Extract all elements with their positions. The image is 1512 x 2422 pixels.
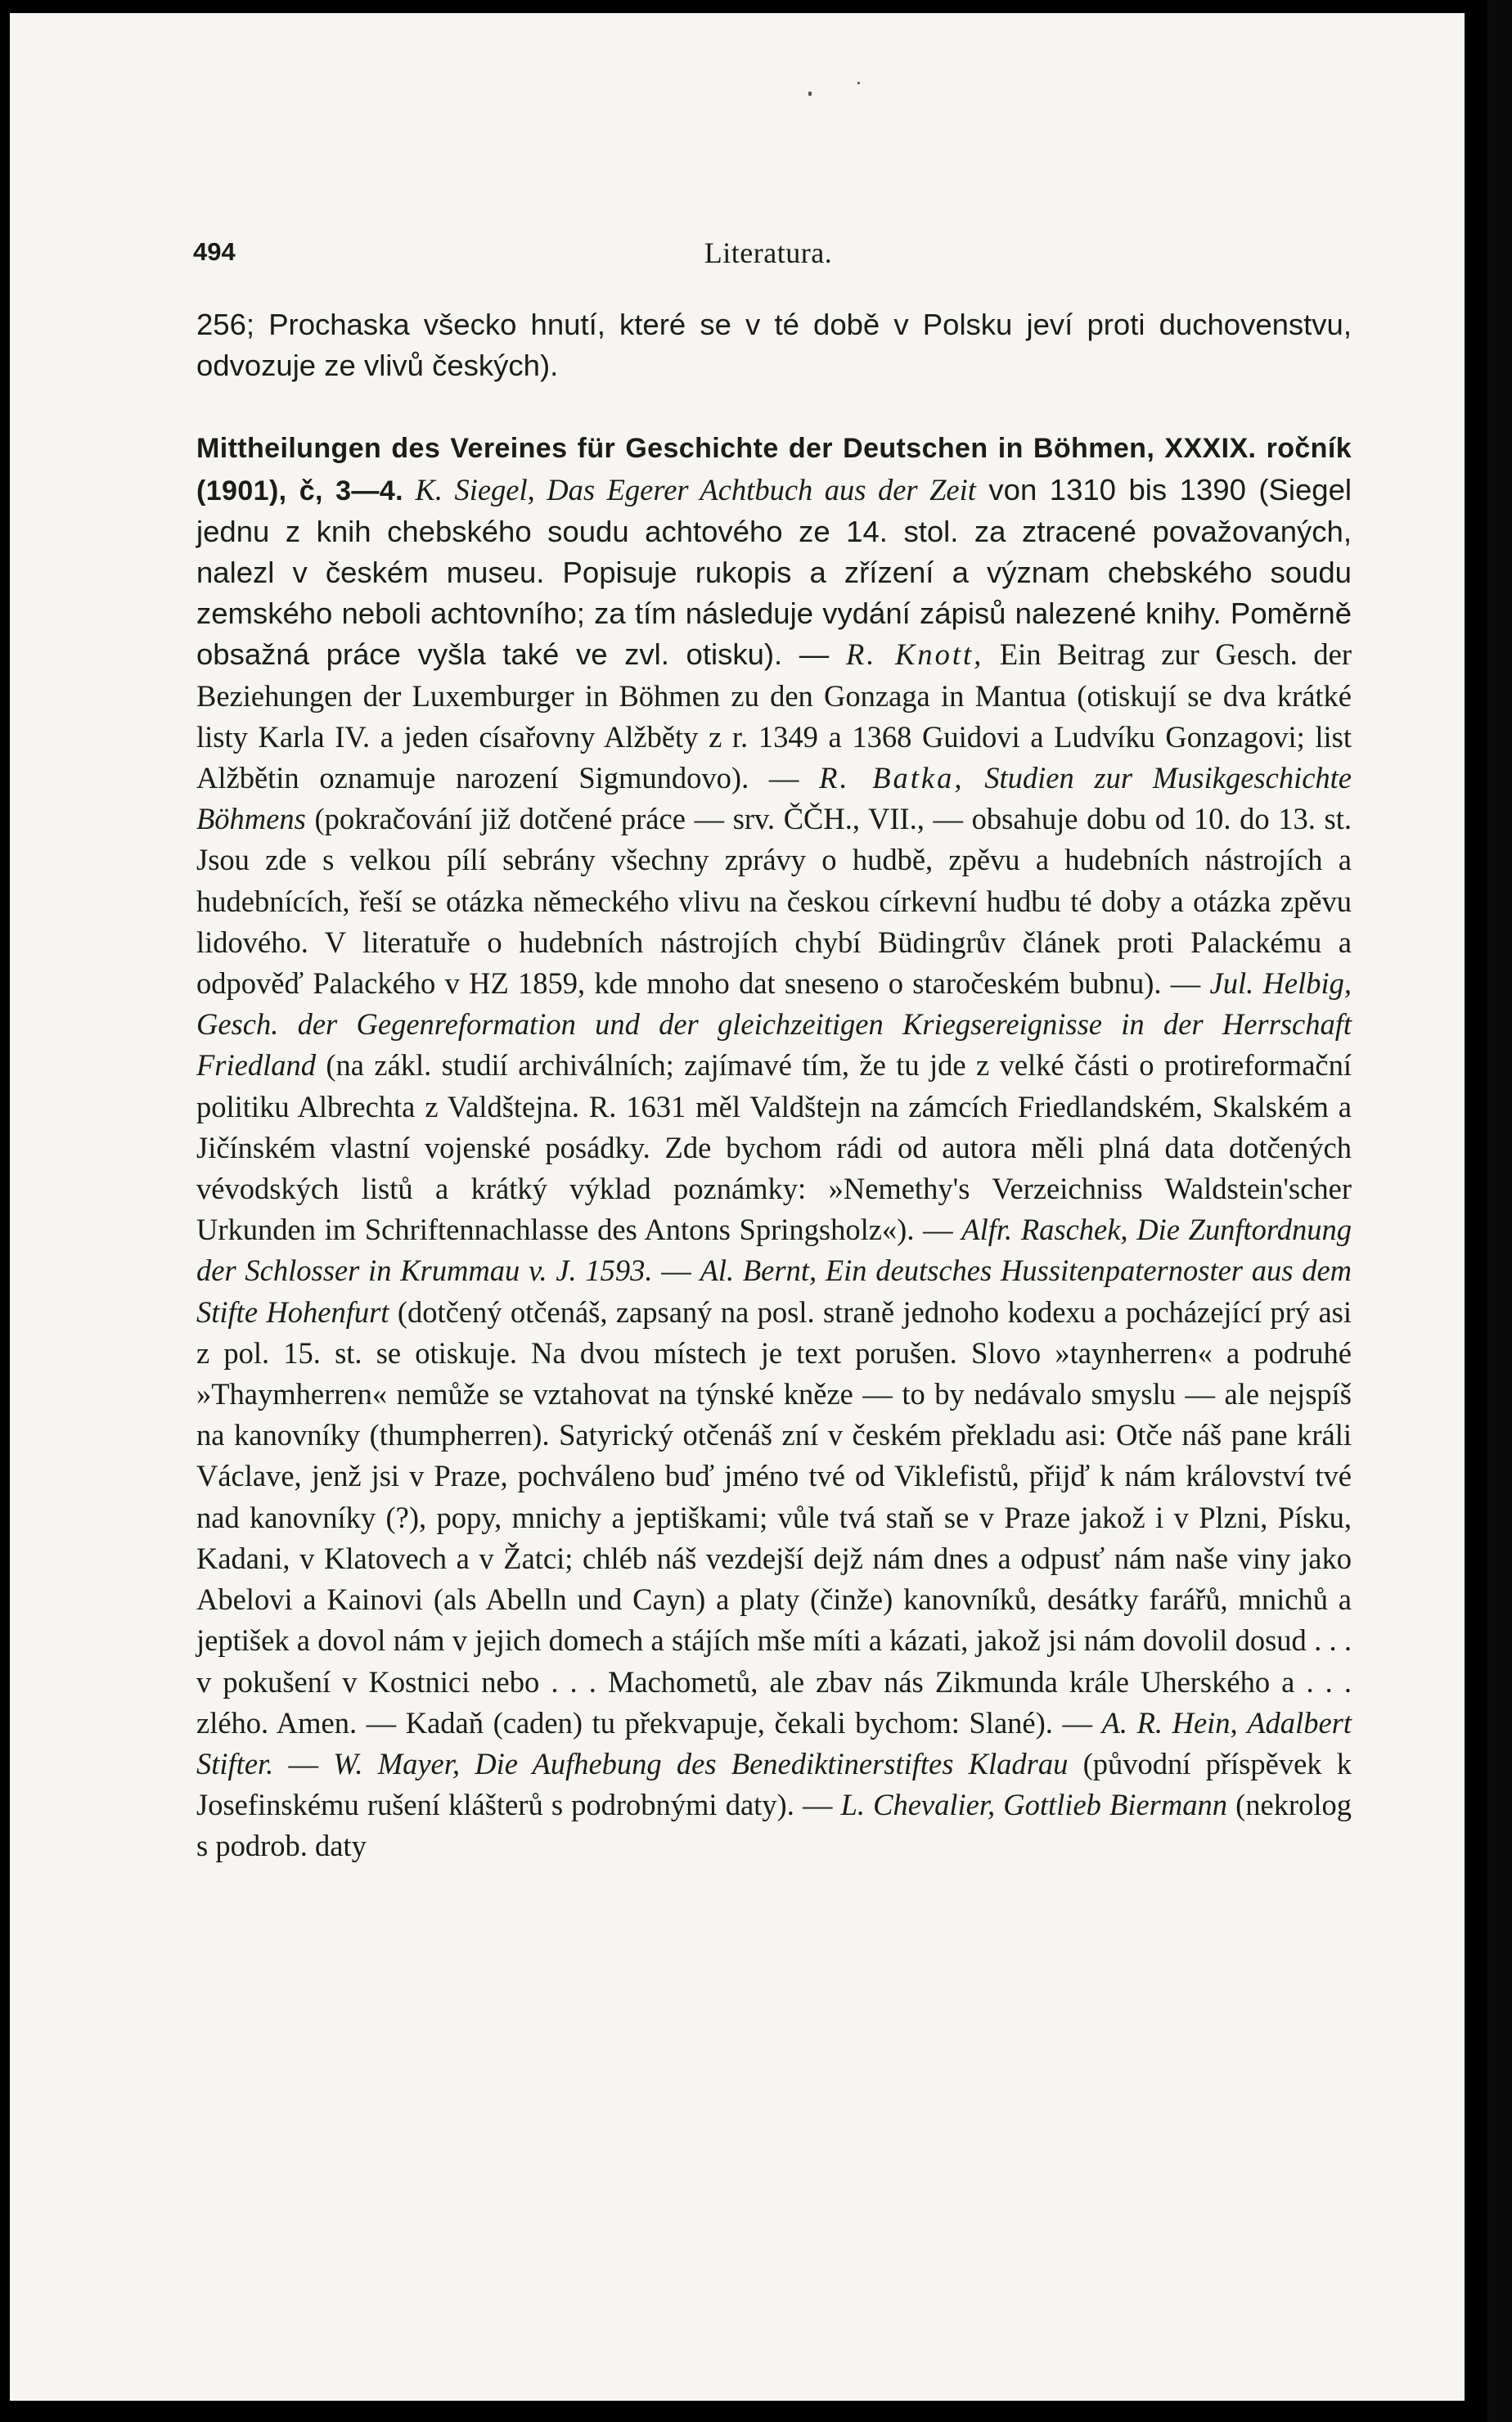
work-title: Die Zunftordnung der Schlosser in Krummau v. J. 1593. bbox=[196, 1213, 1352, 1288]
book-page bbox=[10, 13, 1465, 2401]
page-number: 494 bbox=[193, 237, 236, 266]
journal-heading: Mittheilungen des Vereines für Geschichte der Deutschen in Böhmen, XXXIX. ročník (1901), č, 3—4. bbox=[196, 433, 1352, 506]
paragraph-text: (původní příspěvek k Josefinskému rušení klášterů s podrobnými daty). — bbox=[196, 1746, 1352, 1822]
paragraph-text: — bbox=[273, 1746, 334, 1780]
work-title: Ein deutsches Hussitenpaternoster aus dem Stifte Hohenfurt bbox=[196, 1254, 1352, 1329]
author-name: R. Knott, bbox=[845, 637, 984, 672]
paragraph-text: (nekrolog s podrob. daty bbox=[196, 1788, 1352, 1863]
author-name: K. Siegel, bbox=[415, 472, 535, 506]
author-name: Alfr. Raschek, bbox=[961, 1213, 1128, 1247]
scan-edge-strip bbox=[1487, 0, 1512, 2422]
article-body bbox=[196, 304, 1352, 1867]
paragraph-continuation bbox=[196, 304, 1352, 386]
author-name: Jul. Helbig, bbox=[1209, 966, 1352, 1001]
paragraph-review bbox=[196, 427, 1352, 1866]
author-name: L. Chevalier, bbox=[840, 1788, 996, 1822]
paragraph-text: Ein Beitrag zur Gesch. der Beziehungen der Luxemburger in Böhmen zu den Gonzaga in Mantua (otiskují se dva krátké listy Karla IV. a jeden císařovny Alžběty z r. 1349 a 1368 Guidovi a Ludvíku Gonzagovi; list Alžbětin oznamuje narození Sigmundovo). — bbox=[196, 637, 1352, 795]
paragraph-text: (na zákl. studií archiválních; zajímavé tím, že tu jde z velké části o protireformační politiku Albrechta z Valdštejna. R. 1631 měl Valdštejn na zámcích Friedlandském, Skalském a Jičínském vlastní vojenské posádky. Zde bychom rádi od autora měli plná data dotčených vévodských listů a krátký výklad poznámky: »Nemethy's Verzeichniss Waldstein'scher Urkunden im Schriftennachlasse des Antons Springsholz«). — bbox=[196, 1048, 1352, 1247]
author-name: W. Mayer, bbox=[333, 1746, 461, 1780]
paragraph-text: 256; Prochaska všecko hnutí, které se v té době v Polsku jeví proti duchovenstvu, odvozuje ze vlivů českých). bbox=[196, 308, 1352, 383]
paragraph-text: (dotčený otčenáš, zapsaný na posl. straně jednoho kodexu a pocházející prý asi z pol. 15. st. se otiskuje. Na dvou místech je text porušen. Slovo »taynherren« a podruhé »Thaymherren« nemůže se vztahovat na týnské kněze — to by nedávalo smyslu — ale nejspíš na kanovníky (thumpherren). Satyrický otčenáš zní v českém překladu asi: Otče náš pane králi Václave, jenž jsi v Praze, pochváleno buď jméno tvé od Viklefistů, přijď k nám království tvé nad kanovníky (?), popy, mnichy a jeptiškami; vůle tvá staň se v Praze jakož i v Plzni, Písku, Kadani, v Klatovech a v Žatci; chléb náš vezdejší dejž nám dnes a odpusť nám naše viny jako Abelovi a Kainovi (als Abelln und Cayn) a platy (činže) kanovníků, desátky farářů, mnichů a jeptišek a dovol nám v jejich domech a stájích mše míti a kázati, jakož jsi nám dovolil dosud . . . v pokušení v Kostnici nebo . . . Machometů, ale zbav nás Zikmunda krále Uherského a . . . zlého. Amen. — Kadaň (caden) tu překvapuje, čekali bychom: Slané). — bbox=[196, 1294, 1352, 1740]
work-title: Adalbert Stifter. bbox=[196, 1705, 1352, 1780]
author-name: R. Batka, bbox=[819, 761, 965, 795]
work-title: Gottlieb Biermann bbox=[1003, 1788, 1227, 1822]
author-name: Al. Bernt, bbox=[700, 1254, 817, 1288]
running-header bbox=[185, 232, 1352, 281]
ink-speck bbox=[857, 82, 860, 84]
ink-speck bbox=[808, 92, 812, 96]
paragraph-text: — bbox=[652, 1254, 700, 1288]
work-title: Das Egerer Achtbuch aus der Zeit bbox=[547, 472, 976, 506]
paragraph-text: (pokračování již dotčené práce — srv. ČČH., VII., — obsahuje dobu od 10. do 13. st. Jsou zde s velkou pílí sebrány všechny zprávy o hudbě, zpěvu a hudebních nástrojích a hudebnících, řeší se otázka německého vlivu na českou církevní hudbu té doby a otázka zpěvu lidového. V literatuře o hudebních nástrojích chybí Büdingrův článek proti Palackému a odpověď Palackého v HZ 1859, kde mnoho dat sneseno o staročeském bubnu). — bbox=[196, 802, 1352, 1001]
work-title: Gesch. der Gegenreformation und der gleichzeitigen Kriegsereignisse in der Herrschaft Friedland bbox=[196, 1007, 1352, 1083]
work-title: Studien zur Musikgeschichte Böhmens bbox=[196, 761, 1352, 836]
work-title: Die Aufhebung des Benediktinerstiftes Kladrau bbox=[475, 1746, 1069, 1780]
author-name: A. R. Hein, bbox=[1101, 1705, 1238, 1740]
running-title: Literatura. bbox=[704, 236, 833, 269]
paragraph-text: von 1310 bis 1390 (Siegel jednu z knih chebského soudu achtového ze 14. stol. za ztracené považovaných, nalezl v českém museu. Popisuje rukopis a zřízení a význam chebského soudu zemského neboli achtovního; za tím následuje vydání zápisů nalezené knihy. Poměrně obsažná práce vyšla také ve zvl. otisku). — bbox=[196, 472, 1352, 672]
